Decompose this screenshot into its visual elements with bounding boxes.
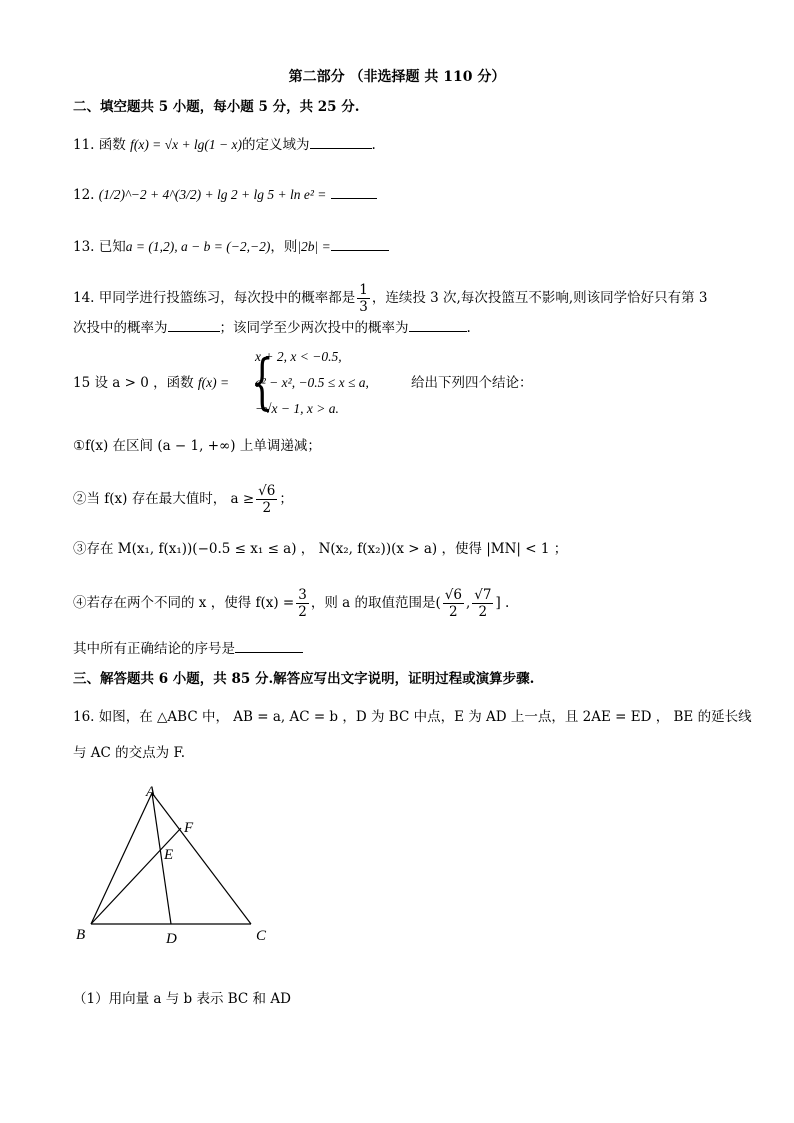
c4-frac-den: 2 [298,604,307,620]
q14-line2b: ；该同学至少两次投中的概率为 [219,320,409,336]
label-e: E [164,847,174,863]
q13-pre: 已知 [98,239,126,255]
q11-expression: f(x) = √x + lg(1 − x) [130,137,243,152]
conclusion-2 [73,478,293,520]
c4-fraction [296,587,309,620]
question-16-part-1: （1）用向量 a 与 b 表示 BC 和 AD [73,991,291,1007]
q14-line1b: ，连续投 3 次,每次投篮互不影响,则该同学恰好只有第 3 [371,290,708,306]
q11-answer-blank [310,136,372,149]
conclusions-answer [73,640,303,658]
question-16-line-1: 16. 如图，在 △ABC 中， AB = a, AC = b ，D 为 BC 中点，E 为 AD 上一点，且 2AE = ED ， BE 的延长线 [73,709,752,725]
c2-frac-den: 2 [262,500,272,516]
part-title: 第二部分 （非选择题 共 110 分） [288,69,506,85]
section-heading-fill-in: 二、填空题共 5 小题，每小题 5 分，共 25 分. [73,99,360,115]
c4-upper-num: √7 [474,587,492,603]
question-11 [73,136,376,154]
q12-expression: (1/2)^−2 + 4^(3/2) + lg 2 + lg 5 + ln e² = [98,187,327,202]
q11-end: . [371,137,376,153]
q12-answer-blank [331,186,377,199]
piecewise-case-3: −√x − 1, x > a. [255,401,339,416]
q15-post: 给出下列四个结论： [411,375,533,391]
q12-number: 12. [73,187,95,203]
conclusion-4-end: ] . [495,595,510,611]
conclusion-4-text: ④若存在两个不同的 x ，使得 f(x) = [73,595,295,611]
label-d: D [166,931,177,947]
q14-fraction [357,282,370,315]
q13-mid: ，则 [270,239,298,255]
label-a: A [146,784,156,800]
piecewise-cases [255,344,369,422]
piecewise-brace: { [250,347,274,417]
q13-expression: a = (1,2), a − b = (−2,−2) [125,239,271,254]
c2-frac-num: √6 [258,483,276,499]
conclusions-answer-label: 其中所有正确结论的序号是 [73,641,235,657]
conclusion-4-mid: ，则 a 的取值范围是( [310,595,441,611]
c4-range-upper [472,587,493,620]
label-c: C [256,928,267,944]
q14-blank-1 [168,319,220,332]
q15-pre: 设 a > 0 ，函数 [94,375,194,391]
conclusion-4: ④若存在两个不同的 x ，使得 f(x) = $\frac{3}{2}$ ，则 a 的取值范围是( $\frac{√6}{2}$ , $\frac{√7}{2}$ ] . [73,587,510,620]
c4-upper-den: 2 [478,604,488,620]
conclusion-3: ③存在 M(x₁, f(x₁))(−0.5 ≤ x₁ ≤ a) ， N(x₂, f(x₂))(x > a) ，使得 |MN| < 1 ； [73,541,568,557]
q11-post: 的定义域为 [242,137,310,153]
conclusion-2-end: ； [279,491,293,507]
q15-fx: f(x) = [197,375,230,390]
label-b: B [76,927,86,943]
q11-pre: 函数 [98,137,126,153]
c4-lower-num: √6 [444,587,462,603]
question-16-line-2: 与 AC 的交点为 F. [73,745,186,761]
question-12 [73,186,377,204]
piecewise-case-1: x + 2, x < −0.5, [255,349,342,364]
segment-bf [91,828,181,924]
question-15 [73,374,229,392]
c4-frac-num: 3 [298,587,307,603]
side-ab [91,793,152,924]
q14-blank-2 [409,319,467,332]
conclusion-2-fraction [256,483,277,516]
q14-number: 14. [73,290,95,306]
c4-range-lower [443,587,464,620]
q14-line1a: 甲同学进行投篮练习，每次投中的概率都是 [98,290,356,306]
q13-expression-2: |2b| = [297,239,331,254]
piecewise-case-2: a² − x², −0.5 ≤ x ≤ a, [255,375,369,390]
conclusion-2-text: ②当 f(x) 存在最大值时， a ≥ [73,491,255,507]
q14-end: . [466,320,471,336]
question-14-line-2 [73,319,471,337]
triangle-diagram [70,780,280,950]
conclusions-answer-blank [235,640,303,653]
q15-number: 15 [73,375,91,391]
question-14-line-1 [73,280,708,316]
c4-lower-den: 2 [449,604,458,620]
conclusion-1: ①f(x) 在区间 (a − 1, +∞) 上单调递减； [73,438,321,454]
q13-number: 13. [73,239,95,255]
q14-line2a: 次投中的概率为 [73,320,168,336]
question-13 [73,238,389,256]
q14-frac-den: 3 [359,299,368,315]
label-f: F [184,820,194,836]
q11-number: 11. [73,137,95,153]
section-heading-solutions: 三、解答题共 6 小题，共 85 分.解答应写出文字说明，证明过程或演算步骤. [73,671,535,687]
q14-frac-num: 1 [359,282,368,298]
q13-answer-blank [331,238,389,251]
